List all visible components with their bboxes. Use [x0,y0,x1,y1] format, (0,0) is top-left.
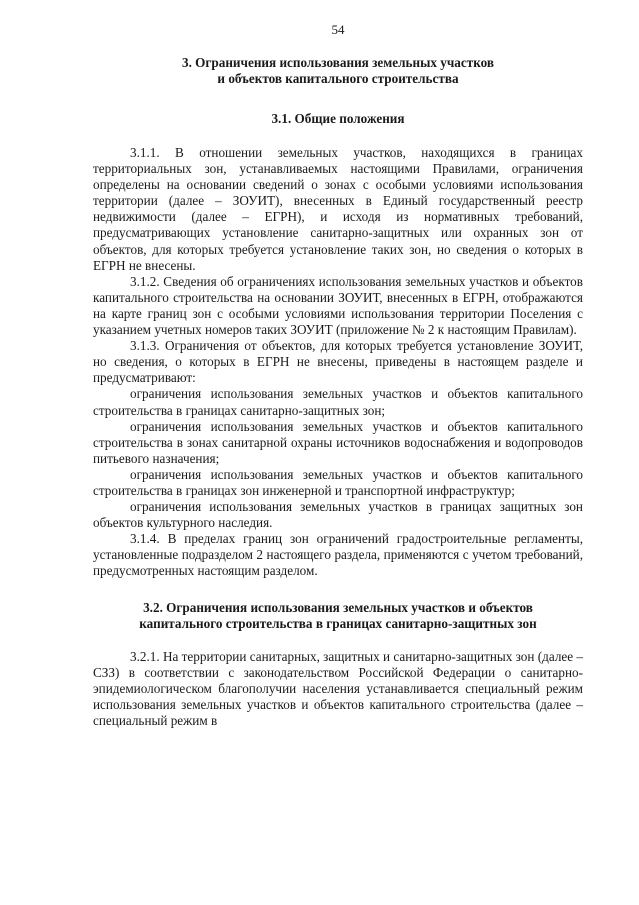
subsection-title-sanitary-line-2: капитального строительства в границах санитарно-защитных зон [139,615,537,631]
subsection-sanitary-body [93,649,583,729]
paragraph-3-1-1: 3.1.1. В отношении земельных участков, находящихся в границах территориальных зон, устанавливаемых настоящими Правилами, ограничения определены на основании сведений о зонах с особыми условиями использования территории (далее – ЗОУИТ), внесенных в Единый государственный реестр недвижимости (далее – ЕГРН), и исходя из нормативных требований, предусматривающих установление санитарно-защитных или охранных зон от объектов, для которых требуется установление таких зон, но сведения о которых в ЕГРН не внесены. [93,145,583,273]
paragraph-3-2-1: 3.2.1. На территории санитарных, защитных и санитарно-защитных зон (далее – СЗЗ) в соответствии с законодательством Российской Федерации о санитарно-эпидемиологическом благополучии населения устанавливается специальный режим использования земельных участков и объектов капитального строительства (далее – специальный режим в [93,648,583,728]
section-title [93,55,583,87]
page-number: 54 [331,22,345,37]
paragraph-3-1-3: 3.1.3. Ограничения от объектов, для которых требуется установление ЗОУИТ, но сведения, о которых в ЕГРН не внесены, приведены в настоящем разделе и предусматривают: [93,338,583,386]
paragraph-3-1-2: 3.1.2. Сведения об ограничениях использования земельных участков и объектов капитального строительства на основании ЗОУИТ, внесенных в ЕГРН, отображаются на карте границ зон с особыми условиями использования территории Поселения с указанием учетных номеров таких ЗОУИТ (приложение № 2 к настоящим Правилам). [93,273,583,338]
subsection-title-general: 3.1. Общие положения [271,111,405,126]
list-item-sanitary-zones: ограничения использования земельных участков и объектов капитального строительства в границах санитарно-защитных зон; [93,386,583,418]
list-item-water-protection: ограничения использования земельных участков и объектов капитального строительства в зонах санитарной охраны источников водоснабжения и водопроводов питьевого назначения; [93,418,583,466]
subsection-title-sanitary-line-1: 3.2. Ограничения использования земельных участков и объектов [143,599,533,615]
paragraph-3-1-4: 3.1.4. В пределах границ зон ограничений градостроительные регламенты, установленные подразделом 2 настоящего раздела, применяются с учетом требований, предусмотренных настоящим разделом. [93,531,583,579]
subsection-general-body [93,145,583,580]
subsection-title-sanitary [93,600,583,632]
section-title-line-1: 3. Ограничения использования земельных участков [181,55,495,70]
list-item-infrastructure: ограничения использования земельных участков и объектов капитального строительства в границах зон инженерной и транспортной инфраструктур; [93,466,583,498]
section-title-line-2: и объектов капитального строительства [217,71,459,86]
list-item-cultural-heritage: ограничения использования земельных участков в границах защитных зон объектов культурного наследия. [93,499,583,531]
